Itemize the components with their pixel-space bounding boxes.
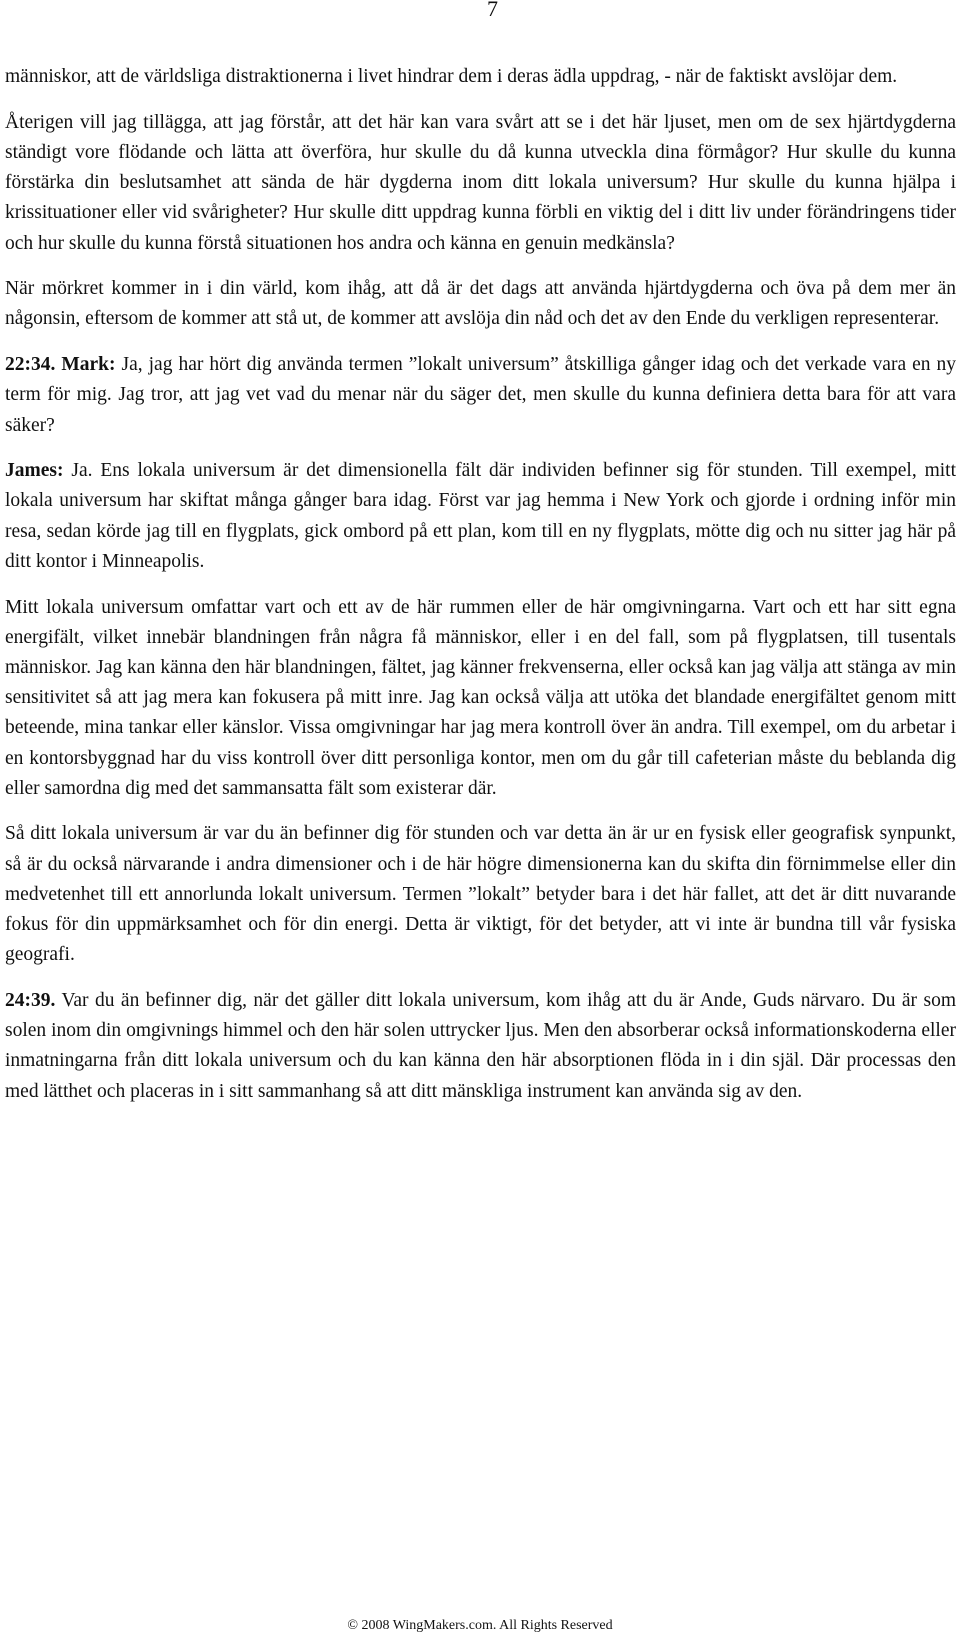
- copyright-text: © 2008 WingMakers.com. All Rights Reserved: [347, 1618, 613, 1633]
- paragraph: [5, 350, 956, 441]
- paragraph: [5, 593, 956, 804]
- paragraph-text: Så ditt lokala universum är var du än befinner dig för stunden och var detta än är ur en fysisk eller geografisk synpunkt, så är du också närvarande i andra dimensioner och i de här högre dimensionerna kan du skifta din förnimmelse eller din medvetenhet till ett annorlunda lokalt universum. Termen ”lokalt” betyder bara i det här fallet, att det är ditt nuvarande fokus för din uppmärksamhet och för din energi. Detta är viktigt, för det betyder, att vi inte är bundna till vår fysiska geografi.: [5, 823, 956, 966]
- page-number: 7: [487, 0, 498, 21]
- paragraph: [5, 62, 956, 92]
- paragraph-text: Var du än befinner dig, när det gäller ditt lokala universum, kom ihåg att du är Ande, Guds närvaro. Du är som solen inom din omgivnings himmel och den här solen uttrycker ljus. Men den absorberar också informationskoderna eller inmatningarna från ditt lokala universum och du kan känna den här absorptionen flöda in i din själ. Där processas den med lätthet och placeras in i sitt sammanhang så att ditt mänskliga instrument kan använda sig av den.: [5, 989, 956, 1102]
- timestamp-label: 22:34.: [5, 354, 56, 376]
- paragraph-text: När mörkret kommer in i din värld, kom ihåg, att då är det dags att använda hjärtdygderna och öva på dem mer än någonsin, eftersom de kommer att stå ut, de kommer att avslöja din nåd och det av den Ende du verkligen representerar.: [5, 278, 956, 330]
- paragraph-text: Ja. Ens lokala universum är det dimensionella fält där individen befinner sig för stunden. Till exempel, mitt lokala universum har skiftat många gånger bara idag. Först var jag hemma i New York och gjorde i ordning inför min resa, sedan körde jag till en flygplats, gick ombord på ett plan, kom till en ny flygplats, mötte dig och nu sitter jag här på ditt kontor i Minneapolis.: [5, 460, 956, 572]
- document-body: [5, 62, 956, 1122]
- paragraph: [5, 819, 956, 970]
- speaker-label: Mark:: [61, 354, 116, 376]
- paragraph-text: Återigen vill jag tillägga, att jag förstår, att det här kan vara svårt att se i det här ljuset, men om de sex hjärtdygderna ständigt vore flödande och lätta att överföra, hur skulle du då kunna utveckla dina förmågor? Hur skulle du kunna förstärka din beslutsamhet att sända de här dygderna inom ditt lokala universum? Hur skulle du kunna hjälpa i krissituationer eller vid svårigheter? Hur skulle ditt uppdrag kunna förbli en viktig del i ditt liv under förändringens tider och hur skulle du kunna förstå situationen hos andra och känna en genuin medkänsla?: [5, 111, 956, 254]
- paragraph: [5, 986, 956, 1107]
- copyright-footer: [0, 1617, 960, 1635]
- speaker-label: James:: [5, 460, 64, 482]
- paragraph-text: Ja, jag har hört dig använda termen ”lokalt universum” åtskilliga gånger idag och det verkade vara en ny term för mig. Jag tror, att jag vet vad du menar när du säger det, men skulle du kunna definiera detta bara för att vara säker?: [5, 354, 957, 436]
- paragraph-text: människor, att de världsliga distraktionerna i livet hindrar dem i deras ädla uppdrag, - när de faktiskt avslöjar dem.: [5, 66, 898, 87]
- timestamp-label: 24:39.: [5, 989, 56, 1011]
- paragraph: [5, 456, 956, 577]
- paragraph: [5, 108, 956, 259]
- paragraph: [5, 274, 956, 334]
- paragraph-text: Mitt lokala universum omfattar vart och ett av de här rummen eller de här omgivningarna. Vart och ett har sitt egna energifält, vilket innebär blandningen från några få människor, eller i en del fall, som på flygplatsen, till tusentals människor. Jag kan känna den här blandningen, fältet, jag känner frekvenserna, eller också kan jag välja att stänga av min sensitivitet så att jag mera kan fokusera på mitt inre. Jag kan också välja att utöka det blandade energifältet genom mitt beteende, mina tankar eller känslor. Vissa omgivningar har jag mera kontroll över än andra. Till exempel, om du arbetar i en kontorsbyggnad har du viss kontroll över ditt personliga kontor, men om du går till cafeterian måste du beblanda dig eller samordna dig med det sammansatta fält som existerar där.: [5, 596, 956, 799]
